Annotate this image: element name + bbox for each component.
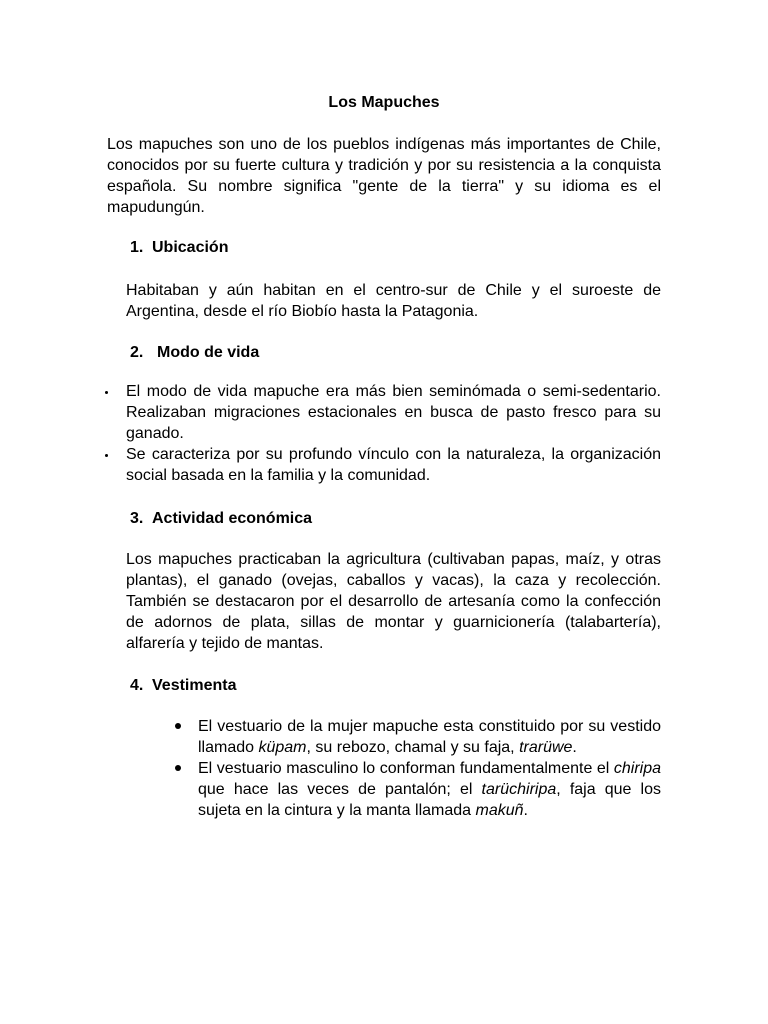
term-taruchiripa: tarüchiripa — [481, 781, 557, 798]
term-traruwe: trarüwe — [519, 739, 573, 756]
section-number: 1. — [130, 239, 144, 256]
text-run: . — [523, 802, 528, 819]
text-run: , faja que los sujeta en la cintura y la manta llamada — [198, 781, 661, 819]
ubicacion-paragraph: Habitaban y aún habitan en el centro-sur de Chile y el suroeste de Argentina, desde el río Biobío hasta la Patagonia. — [126, 282, 661, 320]
text-run: . — [572, 739, 577, 756]
actividad-economica-paragraph: Los mapuches practicaban la agricultura (cultivaban papas, maíz, y otras plantas), el ganado (ovejas, caballos y vacas), la caza y recolección. También se destacaron por el desarrollo de artesanía como la confección de adornos de plata, sillas de montar y guarnicionería (talabartería), alfarería y tejido de mantas. — [126, 551, 661, 652]
list-item: Se caracteriza por su profundo vínculo con la naturaleza, la organización social basada en la familia y la comunidad. — [126, 446, 661, 484]
text-run: El vestuario de la mujer mapuche esta constituido por su vestido llamado — [198, 718, 661, 756]
section-title: Ubicación — [152, 239, 229, 256]
term-makun: makuñ — [475, 802, 524, 819]
section-number: 4. — [130, 677, 144, 694]
list-item: El modo de vida mapuche era más bien seminómada o semi-sedentario. Realizaban migraciones estacionales en busca de pasto fresco para su ganado. — [126, 383, 661, 442]
text-run: El vestuario masculino lo conforman fundamentalmente el — [198, 760, 614, 777]
section-heading-modo-de-vida — [130, 343, 259, 363]
section-title: Actividad económica — [152, 510, 313, 527]
section-number: 2. — [130, 344, 144, 361]
list-item — [198, 716, 661, 758]
text-run: , su rebozo, chamal y su faja, — [306, 739, 520, 756]
section-heading-vestimenta — [130, 676, 236, 696]
list-item — [198, 758, 661, 821]
term-chiripa: chiripa — [613, 760, 661, 777]
term-kupam: küpam — [258, 739, 307, 756]
section-title: Vestimenta — [152, 677, 237, 694]
section-title: Modo de vida — [157, 344, 260, 361]
section-heading-ubicacion — [130, 238, 228, 258]
section-heading-actividad-economica — [130, 509, 312, 529]
intro-paragraph: Los mapuches son uno de los pueblos indígenas más importantes de Chile, conocidos por su fuerte cultura y tradición y por su resistencia a la conquista española. Su nombre significa "gente de la tierra" y su idioma es el mapudungún. — [107, 136, 661, 216]
modo-de-vida-list — [126, 381, 661, 486]
vestimenta-list — [198, 716, 661, 821]
document-title: Los Mapuches — [328, 94, 440, 111]
section-number: 3. — [130, 510, 144, 527]
text-run: que hace las veces de pantalón; el — [198, 781, 482, 798]
